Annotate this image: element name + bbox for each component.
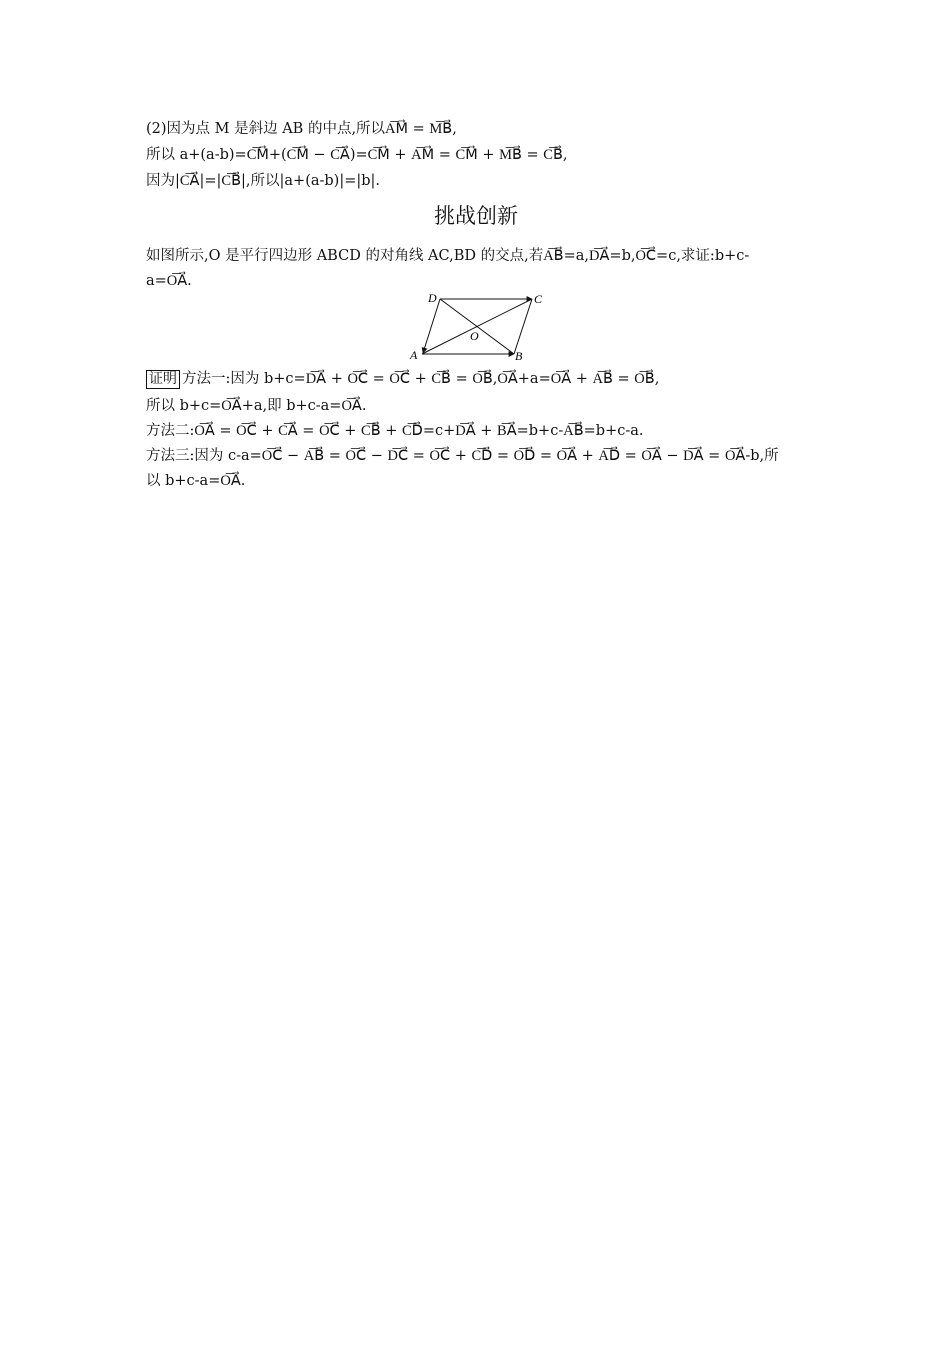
proof-line-3: 方法二:O͞A⃗ = O͞C⃗ + C͞A⃗ = O͞C⃗ + C͞B⃗ + C͞D⃗=c+D͞A⃗ + B͞A⃗=b+c-A͞B⃗=b+c-a. — [146, 423, 644, 439]
section-heading: 挑战创新 — [434, 204, 518, 228]
vector-da — [423, 299, 440, 353]
label-o: O — [470, 329, 479, 343]
proof-line-4: 方法三:因为 c-a=O͞C⃗ − A͞B⃗ = O͞C⃗ − D͞C⃗ = O͞C⃗ + C͞D⃗ = O͞D⃗ = O͞A⃗ + A͞D⃗ = O͞A⃗ − D͞A⃗ = O͞A⃗-b,所 — [146, 448, 779, 464]
label-b: B — [515, 349, 523, 363]
proof-line-5: 以 b+c-a=O͞A⃗. — [146, 473, 246, 489]
solution-line-2: 所以 a+(a-b)=C͞M⃗+(C͞M⃗ − C͞A⃗)=C͞M⃗ + A͞M⃗ = C͞M⃗ + M͞B⃗ = C͞B⃗, — [146, 147, 568, 163]
solution-line-3: 因为|C͞A⃗|=|C͞B⃗|,所以|a+(a-b)|=|b|. — [146, 173, 381, 189]
proof-badge: 证明 — [146, 370, 180, 389]
proof-method-1: 方法一:因为 b+c=D͞A⃗ + O͞C⃗ = O͞C⃗ + C͞B⃗ = O͞B⃗,O͞A⃗+a=O͞A⃗ + A͞B⃗ = O͞B⃗, — [182, 371, 660, 387]
diagonal-bd — [440, 299, 514, 354]
label-d: D — [428, 291, 437, 305]
proof-line-2: 所以 b+c=O͞A⃗+a,即 b+c-a=O͞A⃗. — [146, 398, 367, 414]
label-c: C — [534, 292, 543, 306]
solution-line-1: (2)因为点 M 是斜边 AB 的中点,所以A͞M⃗ = M͞B⃗, — [146, 121, 457, 137]
proof-line-1 — [146, 369, 659, 389]
label-a: A — [410, 348, 418, 362]
side-bc — [514, 299, 532, 354]
parallelogram-figure — [400, 288, 560, 366]
problem-line-1: 如图所示,O 是平行四边形 ABCD 的对角线 AC,BD 的交点,若A͞B⃗=a,D͞A⃗=b,O͞C⃗=c,求证:b+c- — [146, 248, 750, 264]
problem-line-2: a=O͞A⃗. — [146, 273, 192, 289]
